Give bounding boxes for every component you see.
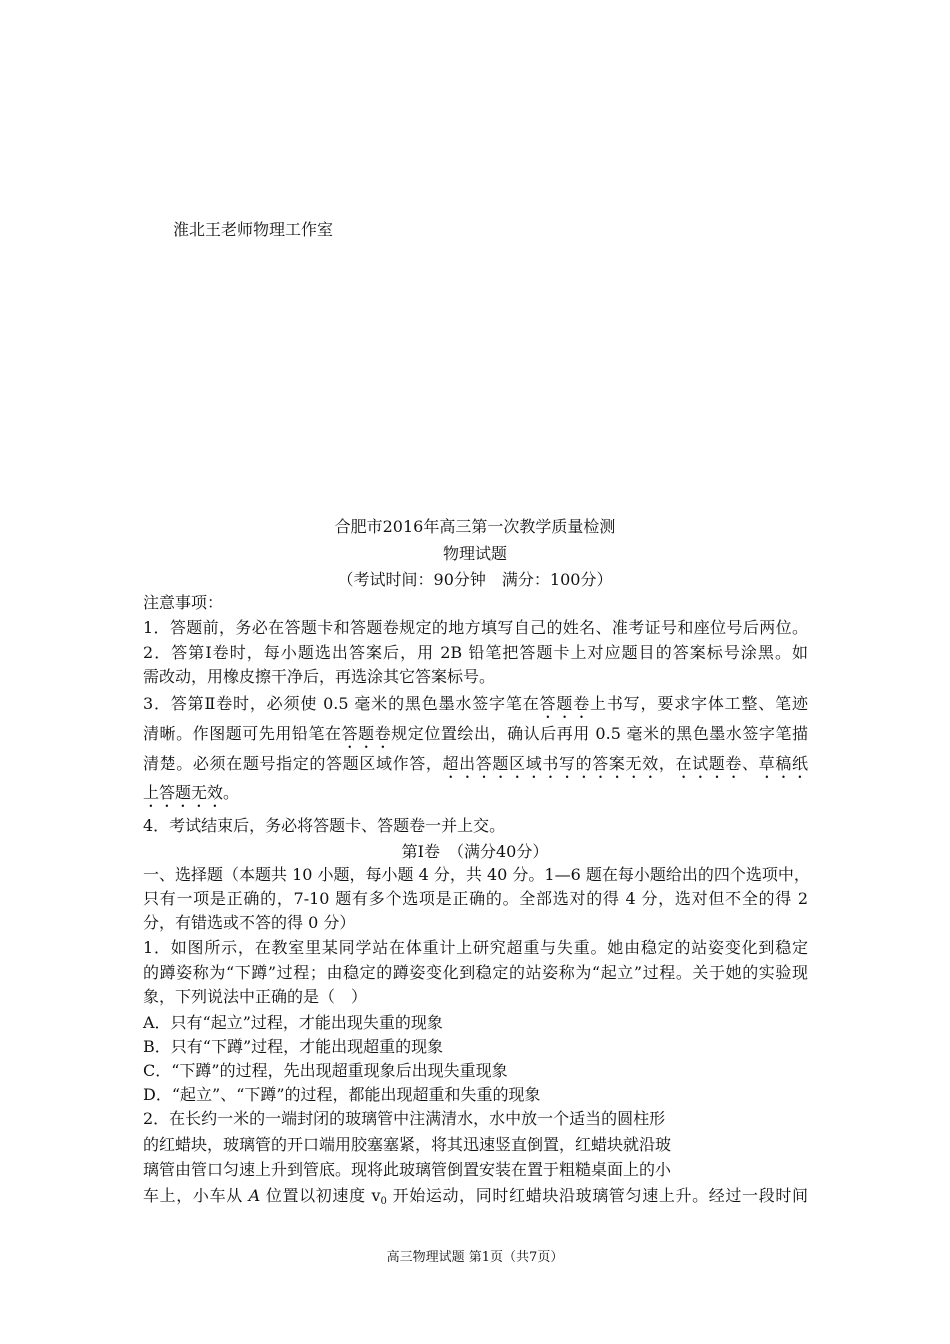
question-1-option-b: B．只有“下蹲”过程，才能出现超重的现象 bbox=[143, 1037, 444, 1056]
question-1-option-d: D．“起立”、“下蹲”的过程，都能出现超重和失重的现象 bbox=[143, 1085, 541, 1104]
section-1-title: 第Ⅰ卷 （满分40分） bbox=[401, 842, 549, 861]
page-footer: 高三物理试题 第1页（共7页） bbox=[386, 1250, 564, 1265]
question-1-option-c: C．“下蹲”的过程，先出现超重现象后出现失重现象 bbox=[143, 1061, 508, 1080]
notice-item-3-line-1: 3．答第Ⅱ卷时，必须使 0.5 毫米的黑色墨水签字笔在答题卷上书写，要求字体工整、笔迹 bbox=[143, 694, 808, 713]
question-1-line-3: 象，下列说法中正确的是（ ） bbox=[143, 987, 368, 1006]
subscript-zero: 0 bbox=[380, 1196, 387, 1207]
question-2-line-3: 璃管由管口匀速上升到管底。现将此玻璃管倒置安装在置于粗糙桌面上的小 bbox=[143, 1160, 672, 1179]
section-1-intro-line-2: 只有一项是正确的，7-10 题有多个选项是正确的。全部选对的得 4 分，选对但不全的得 2 bbox=[143, 889, 808, 908]
exam-subject: 物理试题 bbox=[442, 544, 507, 563]
section-1-intro-line-3: 分，有错选或不答的得 0 分） bbox=[143, 913, 356, 932]
question-2-line-2: 的红蜡块，玻璃管的开口端用胶塞塞紧，将其迅速竖直倒置，红蜡块就沿玻 bbox=[143, 1135, 672, 1154]
emphasis-invalid-answer: 上答题无效。 bbox=[143, 783, 240, 802]
question-1-line-1: 1．如图所示，在教室里某同学站在体重计上研究超重与失重。她由稳定的站姿变化到稳定 bbox=[143, 938, 808, 957]
notice-item-4: 4．考试结束后，务必将答题卡、答题卷一并上交。 bbox=[143, 816, 506, 835]
section-1-intro-line-1: 一、选择题（本题共 10 小题，每小题 4 分，共 40 分。1—6 题在每小题给出的四个选项中， bbox=[143, 865, 810, 884]
exam-title: 合肥市2016年高三第一次教学质量检测 bbox=[334, 517, 616, 536]
emphasis-test-paper: 在试题卷、草稿纸 bbox=[675, 754, 808, 773]
notice-item-2-line-1: 2．答第Ⅰ卷时，每小题选出答案后，用 2B 铅笔把答题卡上对应题目的答案标号涂黑。如 bbox=[143, 643, 808, 662]
question-2-line-1: 2．在长约一米的一端封闭的玻璃管中注满清水，水中放一个适当的圆柱形 bbox=[143, 1109, 666, 1128]
notice-item-2-line-2: 需改动，用橡皮擦干净后，再选涂其它答案标号。 bbox=[143, 667, 496, 686]
notice-item-1: 1．答题前，务必在答题卡和答题卷规定的地方填写自己的姓名、准考证号和座位号后两位。 bbox=[143, 618, 808, 637]
studio-name: 淮北王老师物理工作室 bbox=[173, 220, 334, 239]
emphasis-answer-sheet: 答题卷 bbox=[539, 694, 591, 713]
notice-item-3-line-4 bbox=[143, 782, 808, 811]
question-1-option-a: A．只有“起立”过程，才能出现失重的现象 bbox=[143, 1013, 443, 1032]
emphasis-answer-sheet: 答题卷 bbox=[341, 724, 392, 743]
exam-time-info: （考试时间：90分钟 满分：100分） bbox=[337, 570, 613, 589]
notice-item-3-line-3: 清楚。必须在题号指定的答题区域作答，超出答题区域书写的答案无效，在试题卷、草稿纸 bbox=[143, 754, 808, 773]
notice-heading: 注意事项： bbox=[143, 593, 224, 612]
notice-item-3-line-2: 清晰。作图题可先用铅笔在答题卷规定位置绘出，确认后再用 0.5 毫米的黑色墨水签字笔描 bbox=[143, 724, 808, 743]
question-2-line-4: 车上，小车从 A 位置以初速度 $v_0$ 开始运动，同时红蜡块沿玻璃管匀速上升。经过一段时间 bbox=[143, 1186, 808, 1207]
emphasis-invalid-area: 超出答题区域书写的答案无效 bbox=[442, 754, 659, 773]
position-label: A bbox=[248, 1186, 261, 1205]
question-1-line-2: 的蹲姿称为“下蹲”过程；由稳定的蹲姿变化到稳定的站姿称为“起立”过程。关于她的实验现 bbox=[143, 963, 808, 982]
